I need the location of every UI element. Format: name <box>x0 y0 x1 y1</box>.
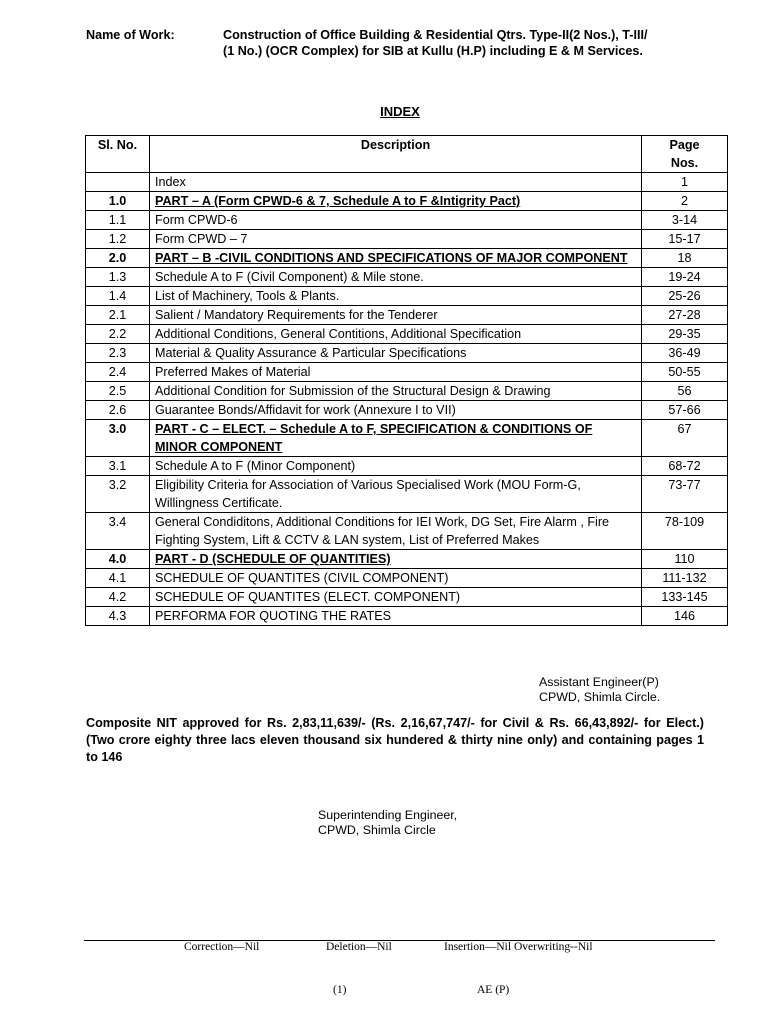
description-cell: Form CPWD-6 <box>150 211 642 230</box>
header-page-line1: Page <box>669 138 700 152</box>
table-row <box>86 401 728 420</box>
ae-mark: AE (P) <box>477 984 510 996</box>
description-cell: List of Machinery, Tools & Plants. <box>150 287 642 306</box>
index-heading: INDEX <box>380 104 420 119</box>
table-row <box>86 230 728 249</box>
description-cell: PART - D (SCHEDULE OF QUANTITIES) <box>150 550 642 569</box>
table-row <box>86 173 728 192</box>
table-row <box>86 344 728 363</box>
page-number: (1) <box>333 984 347 996</box>
description-cell: Additional Condition for Submission of the Structural Design & Drawing <box>150 382 642 401</box>
page-cell: 19-24 <box>642 268 728 287</box>
sl-cell: 1.0 <box>86 192 150 211</box>
sl-cell: 4.1 <box>86 569 150 588</box>
signature-title: Assistant Engineer(P) <box>539 675 659 689</box>
page-cell: 36-49 <box>642 344 728 363</box>
description-cell: Guarantee Bonds/Affidavit for work (Annexure I to VII) <box>150 401 642 420</box>
name-of-work-line: (1 No.) (OCR Complex) for SIB at Kullu (H.P) including E & M Services. <box>223 44 643 58</box>
page-cell: 56 <box>642 382 728 401</box>
description-cell: Preferred Makes of Material <box>150 363 642 382</box>
sl-cell: 3.2 <box>86 476 150 513</box>
signature-office: CPWD, Shimla Circle <box>318 823 436 837</box>
page-cell: 29-35 <box>642 325 728 344</box>
sl-cell: 4.2 <box>86 588 150 607</box>
composite-nit-note: Composite NIT approved for Rs. 2,83,11,639/- (Rs. 2,16,67,747/- for Civil & Rs. 66,43,892/- for Elect.) (Two crore eighty three lacs eleven thousand six hundered & thirty nine only) and containing pages 1 to 146 <box>86 716 704 764</box>
table-row <box>86 268 728 287</box>
sl-cell: 3.4 <box>86 513 150 550</box>
table-row <box>86 607 728 626</box>
header-sl-no: Sl. No. <box>86 136 150 173</box>
sl-cell: 1.1 <box>86 211 150 230</box>
page-cell: 68-72 <box>642 457 728 476</box>
sl-cell: 4.3 <box>86 607 150 626</box>
page-cell: 146 <box>642 607 728 626</box>
description-cell: Form CPWD – 7 <box>150 230 642 249</box>
table-header-row <box>86 136 728 173</box>
description-cell: Schedule A to F (Civil Component) & Mile stone. <box>150 268 642 287</box>
description-cell: Eligibility Criteria for Association of Various Specialised Work (MOU Form-G, Willingness Certificate. <box>150 476 642 513</box>
sl-cell: 3.1 <box>86 457 150 476</box>
assistant-engineer-signature <box>539 675 660 705</box>
footer-rule <box>84 940 715 941</box>
page-cell: 18 <box>642 249 728 268</box>
name-of-work-text <box>223 27 743 59</box>
header-page-line2: Nos. <box>670 156 699 170</box>
description-cell: SCHEDULE OF QUANTITES (CIVIL COMPONENT) <box>150 569 642 588</box>
table-row <box>86 420 728 457</box>
header-page-nos <box>642 136 728 173</box>
table-row <box>86 306 728 325</box>
table-row <box>86 211 728 230</box>
sl-cell: 3.0 <box>86 420 150 457</box>
table-row <box>86 588 728 607</box>
page-cell: 111-132 <box>642 569 728 588</box>
description-cell: Index <box>150 173 642 192</box>
page-cell: 25-26 <box>642 287 728 306</box>
footer-insertion: Insertion—Nil Overwriting--Nil <box>444 941 593 953</box>
sl-cell: 2.1 <box>86 306 150 325</box>
page-cell: 3-14 <box>642 211 728 230</box>
description-cell: PERFORMA FOR QUOTING THE RATES <box>150 607 642 626</box>
table-row <box>86 382 728 401</box>
sl-cell <box>86 173 150 192</box>
page-cell: 67 <box>642 420 728 457</box>
signature-office: CPWD, Shimla Circle. <box>539 690 661 704</box>
description-cell: Salient / Mandatory Requirements for the Tenderer <box>150 306 642 325</box>
name-of-work-label: Name of Work: <box>86 28 175 42</box>
sl-cell: 1.4 <box>86 287 150 306</box>
table-row <box>86 569 728 588</box>
page-cell: 78-109 <box>642 513 728 550</box>
page-cell: 2 <box>642 192 728 211</box>
sl-cell: 2.5 <box>86 382 150 401</box>
sl-cell: 2.0 <box>86 249 150 268</box>
description-cell: Additional Conditions, General Contitions, Additional Specification <box>150 325 642 344</box>
description-cell: Material & Quality Assurance & Particular Specifications <box>150 344 642 363</box>
description-cell: PART – B -CIVIL CONDITIONS AND SPECIFICATIONS OF MAJOR COMPONENT <box>150 249 642 268</box>
signature-title: Superintending Engineer, <box>318 808 458 822</box>
name-of-work-line: Construction of Office Building & Residential Qtrs. Type-II(2 Nos.), T-III/ <box>223 28 648 42</box>
table-row <box>86 476 728 513</box>
footer-correction: Correction—Nil <box>184 941 260 953</box>
page-cell: 73-77 <box>642 476 728 513</box>
description-cell: Schedule A to F (Minor Component) <box>150 457 642 476</box>
sl-cell: 1.2 <box>86 230 150 249</box>
table-row <box>86 249 728 268</box>
table-row <box>86 192 728 211</box>
footer-deletion: Deletion—Nil <box>326 941 392 953</box>
description-cell: SCHEDULE OF QUANTITES (ELECT. COMPONENT) <box>150 588 642 607</box>
page-cell: 57-66 <box>642 401 728 420</box>
page-cell: 50-55 <box>642 363 728 382</box>
table-row <box>86 550 728 569</box>
page-cell: 133-145 <box>642 588 728 607</box>
index-table-body <box>86 173 728 626</box>
sl-cell: 2.6 <box>86 401 150 420</box>
table-row <box>86 363 728 382</box>
page-cell: 27-28 <box>642 306 728 325</box>
index-table <box>85 135 728 626</box>
page-cell: 15-17 <box>642 230 728 249</box>
header-description: Description <box>150 136 642 173</box>
page-cell: 1 <box>642 173 728 192</box>
description-cell: PART - C – ELECT. – Schedule A to F, SPECIFICATION & CONDITIONS OF MINOR COMPONENT <box>150 420 642 457</box>
sl-cell: 2.4 <box>86 363 150 382</box>
table-row <box>86 513 728 550</box>
sl-cell: 2.2 <box>86 325 150 344</box>
page-cell: 110 <box>642 550 728 569</box>
sl-cell: 4.0 <box>86 550 150 569</box>
superintending-engineer-signature <box>318 808 457 838</box>
sl-cell: 2.3 <box>86 344 150 363</box>
table-row <box>86 325 728 344</box>
sl-cell: 1.3 <box>86 268 150 287</box>
table-row <box>86 457 728 476</box>
description-cell: General Condiditons, Additional Conditions for IEI Work, DG Set, Fire Alarm , Fire Fighting System, Lift & CCTV & LAN system, List of Preferred Makes <box>150 513 642 550</box>
description-cell: PART – A (Form CPWD-6 & 7, Schedule A to F &Intigrity Pact) <box>150 192 642 211</box>
table-row <box>86 287 728 306</box>
